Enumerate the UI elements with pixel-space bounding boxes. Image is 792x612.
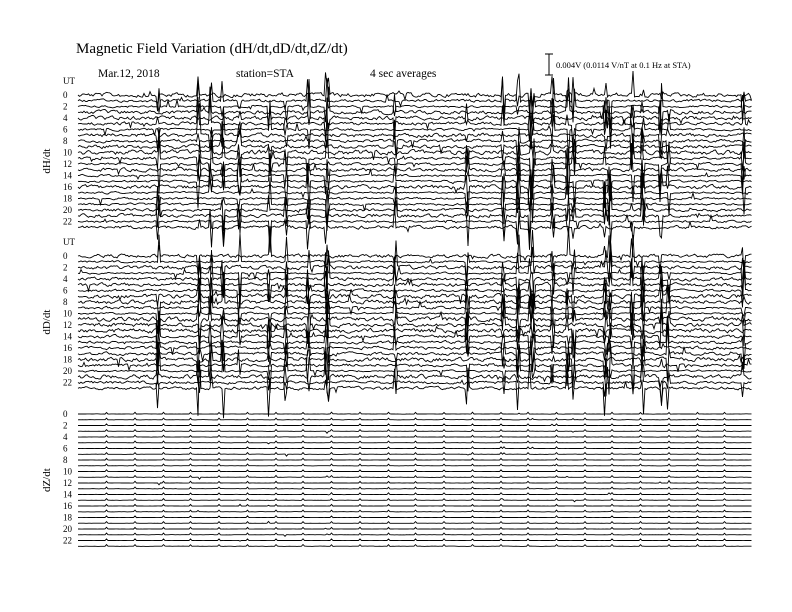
trace-line [78, 176, 752, 234]
trace-line [78, 170, 752, 226]
trace-line [78, 424, 752, 426]
trace-line [78, 285, 752, 341]
trace-line [78, 77, 752, 135]
trace-line [78, 361, 752, 410]
panel-label: dD/dt [41, 309, 53, 335]
trace-line [78, 412, 752, 414]
hour-label: 12 [63, 320, 72, 330]
trace-line [78, 493, 752, 495]
panel-label: dZ/dt [41, 468, 53, 493]
trace-line [78, 539, 752, 541]
hour-label: 10 [63, 466, 72, 477]
hour-label: 10 [63, 308, 72, 319]
trace-line [78, 430, 752, 434]
trace-line [78, 297, 752, 355]
hour-label: 22 [63, 377, 72, 388]
hour-label: 2 [63, 420, 68, 431]
ut-label: UT [63, 237, 75, 247]
trace-line [78, 342, 752, 400]
averaging-label: 4 sec averages [370, 68, 437, 80]
hour-label: 20 [63, 524, 72, 534]
hour-label: 18 [63, 354, 72, 365]
panel-dhdt [41, 71, 752, 253]
trace-line [78, 458, 752, 460]
trace-line [78, 74, 752, 129]
trace-line [78, 308, 752, 364]
hour-label: 14 [63, 489, 72, 500]
hour-label: 6 [63, 285, 68, 296]
trace-line [78, 418, 752, 420]
scale-bar [545, 54, 553, 75]
hour-label: 16 [63, 501, 72, 511]
hour-label: 14 [63, 170, 72, 181]
panel-label: dH/dt [41, 148, 53, 174]
hour-label: 0 [63, 409, 68, 419]
trace-line [78, 250, 752, 310]
hour-label: 0 [63, 90, 68, 100]
hour-label: 22 [63, 535, 72, 546]
trace-line [78, 487, 752, 489]
hour-label: 12 [63, 159, 72, 169]
panel-dddt [41, 226, 752, 418]
hour-label: 14 [63, 331, 72, 342]
ut-label: UT [63, 76, 75, 86]
trace-line [78, 516, 752, 518]
hour-label: 6 [63, 443, 68, 454]
trace-line [78, 510, 752, 512]
hour-label: 20 [63, 205, 72, 215]
hour-label: 4 [63, 113, 68, 123]
hour-label: 20 [63, 366, 72, 376]
trace-line [78, 545, 752, 547]
hour-label: 4 [63, 274, 68, 284]
trace-line [78, 476, 752, 480]
chart-title: Magnetic Field Variation (dH/dt,dD/dt,dZ/dt) [76, 41, 348, 57]
trace-line [78, 499, 752, 502]
hour-label: 12 [63, 478, 72, 488]
hour-label: 4 [63, 432, 68, 442]
trace-line [78, 226, 752, 279]
trace-line [78, 481, 752, 485]
trace-line [78, 326, 752, 384]
station-label: station=STA [236, 68, 294, 80]
hour-label: 18 [63, 512, 72, 523]
scale-label: 0.004V (0.0114 V/nT at 0.1 Hz at STA) [556, 60, 691, 70]
hour-label: 18 [63, 193, 72, 204]
hour-label: 8 [63, 455, 68, 465]
trace-line [78, 146, 752, 204]
trace-line [78, 257, 752, 311]
trace-line [78, 533, 752, 536]
hour-label: 6 [63, 124, 68, 135]
panel-dzdt [41, 409, 752, 546]
hour-label: 10 [63, 147, 72, 158]
hour-label: 2 [63, 262, 68, 273]
trace-line [78, 83, 752, 135]
trace-line [78, 250, 752, 302]
trace-line [78, 360, 752, 418]
trace-line [78, 453, 752, 457]
trace-line [78, 435, 752, 437]
trace-line [78, 100, 752, 158]
hour-label: 8 [63, 297, 68, 307]
hour-label: 2 [63, 101, 68, 112]
trace-line [78, 447, 752, 449]
hour-label: 16 [63, 182, 72, 192]
trace-line [78, 504, 752, 506]
trace-line [78, 241, 752, 298]
trace-line [78, 441, 752, 444]
trace-line [78, 470, 752, 472]
trace-line [78, 348, 752, 406]
trace-line [78, 158, 752, 216]
trace-line [78, 205, 752, 253]
trace-line [78, 186, 752, 246]
trace-line [78, 527, 752, 529]
trace-line [78, 521, 752, 523]
hour-label: 22 [63, 216, 72, 227]
date-label: Mar.12, 2018 [98, 68, 160, 80]
hour-label: 16 [63, 343, 72, 353]
hour-label: 8 [63, 136, 68, 146]
trace-line [78, 464, 752, 466]
trace-line [78, 153, 752, 209]
hour-label: 0 [63, 251, 68, 261]
